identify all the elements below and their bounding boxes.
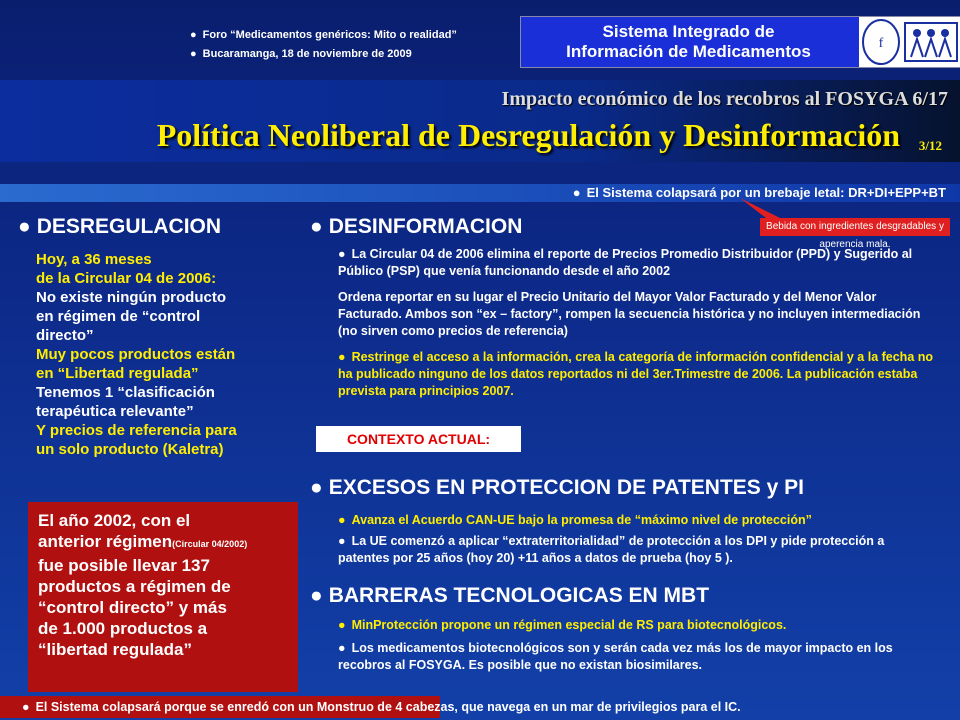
red-box-line-1: El año 2002, con el [38, 511, 191, 530]
footer-note: ● El Sistema colapsará porque se enredó con un Monstruo de 4 cabezas, que navega en un mar de privilegios para el IC. [22, 697, 741, 717]
desregulacion-line: en régimen de “control [36, 308, 201, 325]
desregulacion-line: de la Circular 04 de 2006: [36, 270, 217, 287]
svg-text:f: f [878, 36, 884, 51]
red-box-line-2-text: anterior régimen [38, 532, 173, 551]
red-box-line-2-ref: (Circular 04/2002) [172, 539, 248, 549]
desregulacion-line: Tenemos 1 “clasificación [36, 384, 215, 401]
desregulacion-line: terapéutica relevante” [36, 403, 194, 420]
barreras-point-1: ● MinProtección propone un régimen especial de RS para biotecnológicos. [338, 617, 938, 634]
section-page-number: 3/12 [918, 138, 942, 153]
desregulacion-line: Y precios de referencia para [36, 422, 237, 439]
excesos-heading: ● EXCESOS EN PROTECCION DE PATENTES y PI [310, 476, 804, 500]
red-box-line-2 [38, 531, 288, 555]
desregulacion-line: directo” [36, 327, 94, 344]
logo-banner [520, 16, 960, 68]
desregulacion-line: Hoy, a 36 meses [36, 251, 152, 268]
desregulacion-line: Muy pocos productos están [36, 346, 236, 363]
logo-emblems [859, 17, 960, 67]
desinformacion-heading: ● DESINFORMACION [310, 215, 522, 239]
red-box-line-7: “libertad regulada” [38, 640, 192, 659]
logo-line-1: Sistema Integrado de [602, 22, 775, 41]
event-info [190, 26, 457, 64]
system-note: ● El Sistema colapsará por un brebaje letal: DR+DI+EPP+BT [573, 184, 946, 202]
logo-emblem-icon [859, 17, 960, 67]
event-place-date: ● Bucaramanga, 18 de noviembre de 2009 [190, 45, 457, 64]
callout-note: Bebida con ingredientes desgradables y aperencia mala. [760, 218, 950, 236]
desregulacion-line: en “Libertad regulada” [36, 365, 199, 382]
excesos-point-2: ● La UE comenzó a aplicar “extraterritorialidad” de protección a los DPI y pide protección a patentes por 25 años (hoy 20) +11 años a datos de prueba (hoy 5 ). [338, 533, 938, 567]
desinformacion-point-3: ● Restringe el acceso a la información, crea la categoría de información confidencial y a la fecha no ha publicado ninguno de los datos reportados ni del 3er.Trimestre de 2006. La publicación estaba prevista para principios 2007. [338, 349, 938, 400]
desregulacion-text [36, 250, 296, 459]
excesos-point-1: ● Avanza el Acuerdo CAN-UE bajo la promesa de “máximo nivel de protección” [338, 512, 938, 529]
logo-text [521, 17, 856, 67]
slide-subtitle: Impacto económico de los recobros al FOSYGA 6/17 [501, 88, 948, 110]
barreras-heading: ● BARRERAS TECNOLOGICAS EN MBT [310, 584, 709, 608]
barreras-point-2: ● Los medicamentos biotecnológicos son y serán cada vez más los de mayor impacto en los recobros al FOSYGA. Es posible que no existan biosimilares. [338, 640, 938, 674]
red-box-line-5: “control directo” y más [38, 598, 227, 617]
desregulacion-heading: ● DESREGULACION [18, 215, 221, 239]
red-box-line-4: productos a régimen de [38, 577, 231, 596]
red-box-line-3: fue posible llevar 137 [38, 556, 210, 575]
desregulacion-line: No existe ningún producto [36, 289, 226, 306]
logo-line-2: Información de Medicamentos [566, 42, 811, 61]
red-box-line-6: de 1.000 productos a [38, 619, 208, 638]
desinformacion-point-1: ● La Circular 04 de 2006 elimina el reporte de Precios Promedio Distribuidor (PPD) y Sugerido al Público (PSP) que venía funcionando desde el año 2002 [338, 246, 938, 280]
desinformacion-point-2: Ordena reportar en su lugar el Precio Unitario del Mayor Valor Facturado y del Menor Valor Facturado. Ambos son “ex – factory”, rompen la secuencia histórica y no incluyen intermediación (no sirven como precios de referencia) [338, 290, 921, 338]
historical-comparison-box [28, 502, 298, 692]
slide-title: Política Neoliberal de Desregulación y Desinformación [156, 117, 900, 153]
event-title: ● Foro “Medicamentos genéricos: Mito o realidad” [190, 26, 457, 45]
desregulacion-line: un solo producto (Kaletra) [36, 441, 224, 458]
contexto-actual-label: CONTEXTO ACTUAL: [316, 426, 521, 452]
